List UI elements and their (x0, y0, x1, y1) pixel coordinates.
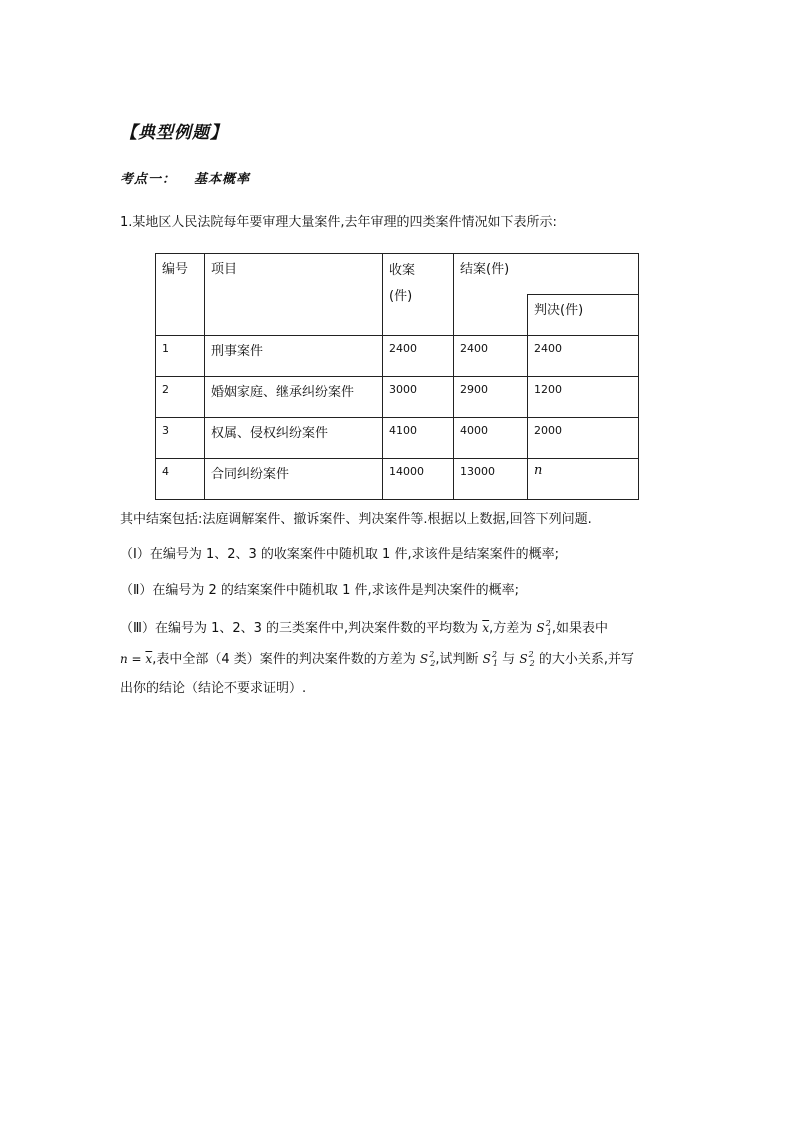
header-number: 编号 (156, 254, 205, 336)
equation-n: $n = \overline{x}$ (120, 652, 153, 666)
cell-closed: 2400 (454, 336, 528, 377)
cell-received: 4100 (383, 418, 454, 459)
cell-judged: 2000 (528, 418, 639, 459)
problem-intro: 1.某地区人民法院每年要审理大量案件,去年审理的四类案件情况如下表所示: (120, 215, 557, 230)
cell-judged: n (528, 459, 639, 500)
table-row (156, 336, 639, 377)
q3-text-f: 与 (502, 652, 516, 667)
q3-text-g: 的大小关系,并写 (538, 652, 635, 667)
mean-symbol: $\overline{x}$ (482, 621, 490, 635)
table-row (156, 459, 639, 500)
topic-label: 考点一： (120, 172, 177, 187)
question-3-line-3: 出你的结论（结论不要求证明）. (120, 681, 307, 696)
header-item: 项目 (205, 254, 383, 336)
variance-s1: $S^2_1$ (536, 619, 552, 637)
q3-text-a: （Ⅲ）在编号为 1、2、3 的三类案件中,判决案件数的平均数为 (120, 621, 479, 636)
table-row (156, 377, 639, 418)
cell-no: 4 (156, 459, 205, 500)
cell-judged: 2400 (528, 336, 639, 377)
variance-s1-ref: $S^2_1$ (482, 650, 499, 668)
header-judged: 判决(件) (528, 295, 639, 336)
cell-received: 14000 (383, 459, 454, 500)
table-row (156, 418, 639, 459)
variance-s2-ref: $S^2_2$ (519, 650, 535, 668)
q3-text-e: ,试判断 (435, 652, 479, 667)
question-1: （Ⅰ）在编号为 1、2、3 的收案案件中随机取 1 件,求该件是结案案件的概率; (120, 547, 559, 562)
cell-no: 1 (156, 336, 205, 377)
cell-no: 2 (156, 377, 205, 418)
section-heading: 【典型例题】 (120, 123, 228, 143)
cell-no: 3 (156, 418, 205, 459)
q3-text-d: ,表中全部（4 类）案件的判决案件数的方差为 (152, 652, 416, 667)
header-closed-blank (454, 295, 528, 336)
header-received (383, 254, 454, 336)
cell-item: 刑事案件 (205, 336, 383, 377)
q3-text-c: ,如果表中 (551, 621, 608, 636)
header-received-line1: 收案 (389, 263, 416, 278)
topic-heading (120, 168, 250, 187)
cell-closed: 13000 (454, 459, 528, 500)
cell-received: 2400 (383, 336, 454, 377)
cell-received: 3000 (383, 377, 454, 418)
variance-s2: $S^2_2$ (419, 650, 436, 668)
topic-title: 基本概率 (194, 172, 251, 187)
cell-item: 权属、侵权纠纷案件 (205, 418, 383, 459)
header-received-line2: (件) (389, 289, 413, 304)
q3-text-b: ,方差为 (489, 621, 533, 636)
cell-item: 婚姻家庭、继承纠纷案件 (205, 377, 383, 418)
cell-closed: 2900 (454, 377, 528, 418)
question-3-line-2 (120, 650, 634, 670)
cell-judged: 1200 (528, 377, 639, 418)
header-closed: 结案(件) (454, 254, 639, 295)
question-3-line-1 (120, 619, 608, 639)
cell-item: 合同纠纷案件 (205, 459, 383, 500)
question-2: （Ⅱ）在编号为 2 的结案案件中随机取 1 件,求该件是判决案件的概率; (120, 583, 519, 598)
table-note: 其中结案包括:法庭调解案件、撤诉案件、判决案件等.根据以上数据,回答下列问题. (120, 512, 592, 527)
cell-closed: 4000 (454, 418, 528, 459)
case-table (155, 253, 639, 500)
